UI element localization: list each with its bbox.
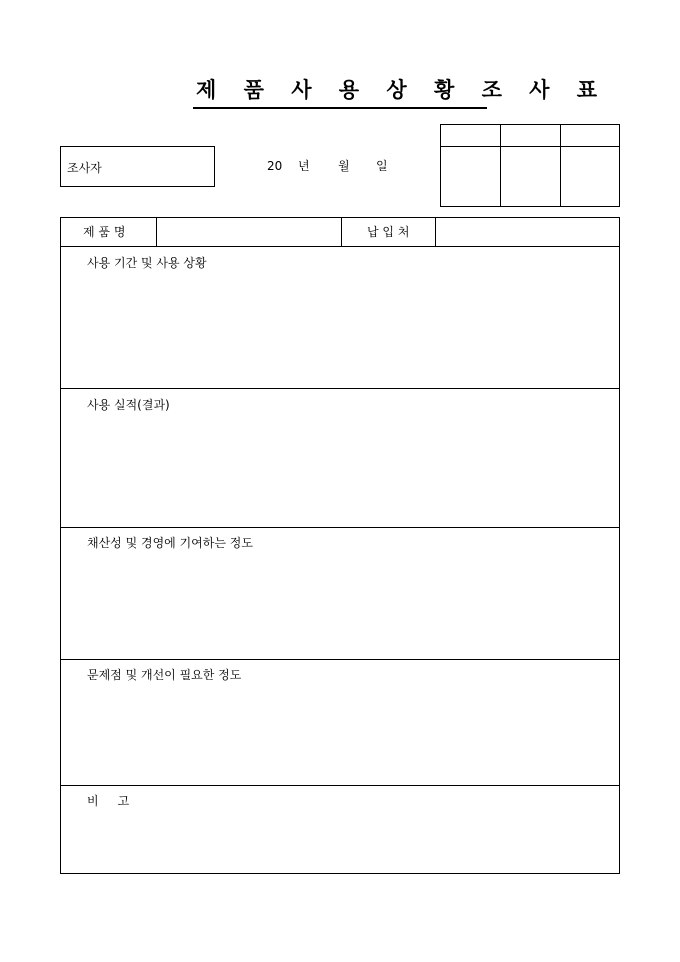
issues-label: 문제점 및 개선이 필요한 정도	[87, 668, 242, 682]
issues-field[interactable]	[62, 684, 618, 783]
row-divider	[61, 246, 619, 247]
date-year: 20	[267, 159, 283, 173]
row-divider	[61, 785, 619, 786]
investigator-box[interactable]	[60, 146, 215, 187]
document-title: 제 품 사 용 상 황 조 사 표	[196, 77, 608, 102]
remarks-field[interactable]	[62, 810, 618, 872]
profitability-field[interactable]	[62, 552, 618, 657]
approval-header-cell[interactable]	[441, 125, 500, 146]
approval-header-cell[interactable]	[501, 125, 560, 146]
row-divider	[61, 388, 619, 389]
product-name-field[interactable]	[157, 218, 341, 246]
investigator-label: 조사자	[67, 161, 102, 175]
supplier-field[interactable]	[436, 218, 619, 246]
usage-period-label: 사용 기간 및 사용 상황	[87, 256, 207, 270]
row-divider	[61, 527, 619, 528]
approval-header-cell[interactable]	[561, 125, 619, 146]
date-day-unit: 일	[376, 159, 388, 173]
date-month-unit: 월	[338, 159, 350, 173]
approval-stamp-cell[interactable]	[441, 147, 500, 206]
header-divider	[341, 218, 342, 246]
row-divider	[61, 659, 619, 660]
approval-grid	[440, 124, 620, 207]
profitability-label: 채산성 및 경영에 기여하는 정도	[87, 536, 253, 550]
supplier-label: 납 입 처	[367, 225, 410, 239]
title-underline	[193, 107, 487, 109]
date-year-unit: 년	[298, 159, 310, 173]
usage-results-label: 사용 실적(결과)	[87, 398, 170, 412]
approval-stamp-cell[interactable]	[501, 147, 560, 206]
survey-form	[60, 217, 620, 874]
usage-results-field[interactable]	[62, 414, 618, 525]
product-name-label: 제 품 명	[83, 225, 126, 239]
remarks-label: 비 고	[87, 794, 130, 808]
approval-stamp-cell[interactable]	[561, 147, 619, 206]
usage-period-field[interactable]	[62, 272, 618, 386]
